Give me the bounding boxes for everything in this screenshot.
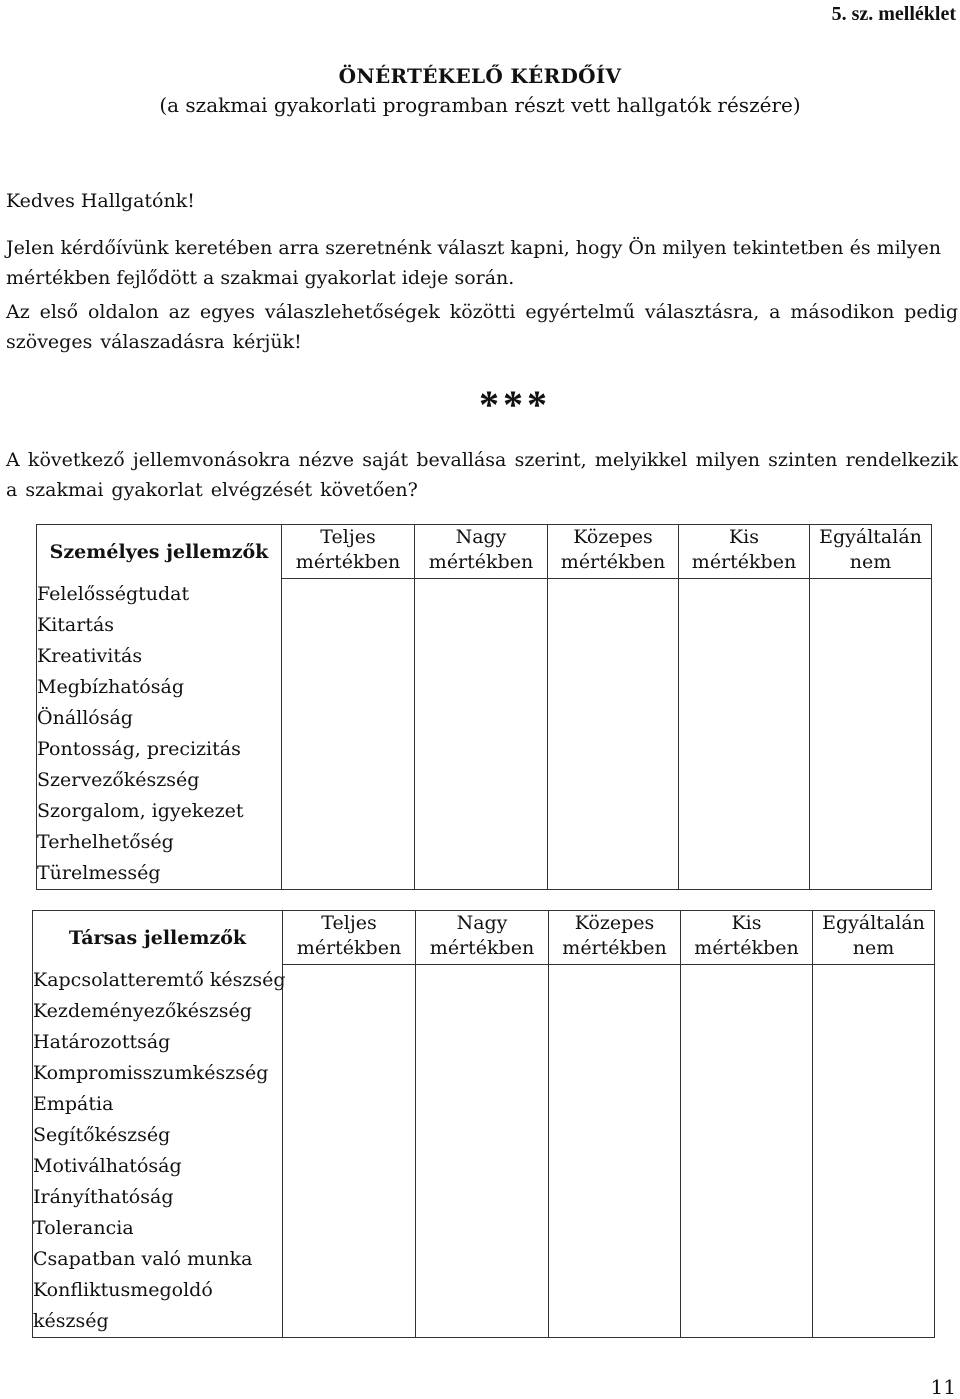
answer-cell-low[interactable]	[681, 965, 813, 1338]
category-title: Személyes jellemzők	[37, 525, 282, 579]
column-header-low: Kis mértékben	[679, 525, 810, 579]
document-title: ÖNÉRTÉKELŐ KÉRDŐÍV	[338, 64, 622, 88]
trait-label: készség	[33, 1309, 109, 1332]
social-traits-table	[32, 910, 935, 1338]
trait-list	[33, 965, 286, 1338]
column-header-full: Teljes mértékben	[282, 525, 415, 579]
trait-label: Pontosság, precizitás	[37, 737, 241, 760]
answer-cell-none[interactable]	[810, 579, 932, 890]
document-subtitle: (a szakmai gyakorlati programban részt vett hallgatók részére)	[159, 93, 801, 117]
trait-label: Terhelhetőség	[37, 830, 174, 853]
trait-label: Csapatban való munka	[33, 1247, 253, 1270]
answer-cell-none[interactable]	[813, 965, 935, 1338]
personal-traits-table	[36, 524, 932, 890]
column-header-none: Egyáltalán nem	[810, 525, 932, 579]
answer-cell-high[interactable]	[416, 965, 549, 1338]
answer-cell-full[interactable]	[283, 965, 416, 1338]
trait-label: Kapcsolatteremtő készség	[33, 968, 286, 991]
trait-label: Tolerancia	[33, 1216, 134, 1239]
trait-label: Motiválhatóság	[33, 1154, 182, 1177]
column-header-high: Nagy mértékben	[416, 911, 549, 965]
trait-label: Kreativitás	[37, 644, 143, 667]
answer-cell-full[interactable]	[282, 579, 415, 890]
answer-cell-medium[interactable]	[549, 965, 681, 1338]
column-header-medium: Közepes mértékben	[548, 525, 679, 579]
trait-label: Irányíthatóság	[33, 1185, 174, 1208]
answer-cell-high[interactable]	[415, 579, 548, 890]
trait-list	[37, 579, 282, 890]
column-header-none: Egyáltalán nem	[813, 911, 935, 965]
trait-label: Segítőkészség	[33, 1123, 171, 1146]
table-body-row	[37, 579, 932, 890]
intro-paragraph-2: Az első oldalon az egyes válaszlehetőségek közötti egyértelmű választásra, a másodikon pedig szöveges válaszadásra kérjük!	[6, 301, 958, 353]
column-header-full: Teljes mértékben	[283, 911, 416, 965]
greeting: Kedves Hallgatónk!	[6, 190, 195, 212]
trait-label: Határozottság	[33, 1030, 171, 1053]
trait-label: Megbízhatóság	[37, 675, 184, 698]
trait-label: Szorgalom, igyekezet	[37, 799, 244, 822]
trait-label: Kezdeményezőkészség	[33, 999, 252, 1022]
trait-label: Empátia	[33, 1092, 114, 1115]
column-header-medium: Közepes mértékben	[549, 911, 681, 965]
table-header-row	[37, 525, 932, 579]
column-header-high: Nagy mértékben	[415, 525, 548, 579]
table-header-row	[33, 911, 935, 965]
trait-label: Szervezőkészség	[37, 768, 200, 791]
trait-label: Türelmesség	[37, 861, 161, 884]
trait-label: Önállóság	[37, 706, 133, 729]
trait-label: Kitartás	[37, 613, 115, 636]
intro-paragraph-1: Jelen kérdőívünk keretében arra szeretnénk választ kapni, hogy Ön milyen tekintetben és milyen mértékben fejlődött a szakmai gyakorlat ideje során.	[6, 237, 941, 289]
page-number: 11	[930, 1375, 956, 1399]
table-body-row	[33, 965, 935, 1338]
question-text: A következő jellemvonásokra nézve saját bevallása szerint, melyikkel milyen szinten rendelkezik a szakmai gyakorlat elvégzését követően?	[6, 449, 958, 501]
answer-cell-medium[interactable]	[548, 579, 679, 890]
trait-label: Konfliktusmegoldó	[33, 1278, 213, 1301]
category-title: Társas jellemzők	[33, 911, 283, 965]
separator-stars: ***	[479, 382, 551, 427]
annex-label: 5. sz. melléklet	[831, 3, 956, 25]
trait-label: Felelősségtudat	[37, 582, 190, 605]
answer-cell-low[interactable]	[679, 579, 810, 890]
column-header-low: Kis mértékben	[681, 911, 813, 965]
trait-label: Kompromisszumkészség	[33, 1061, 269, 1084]
